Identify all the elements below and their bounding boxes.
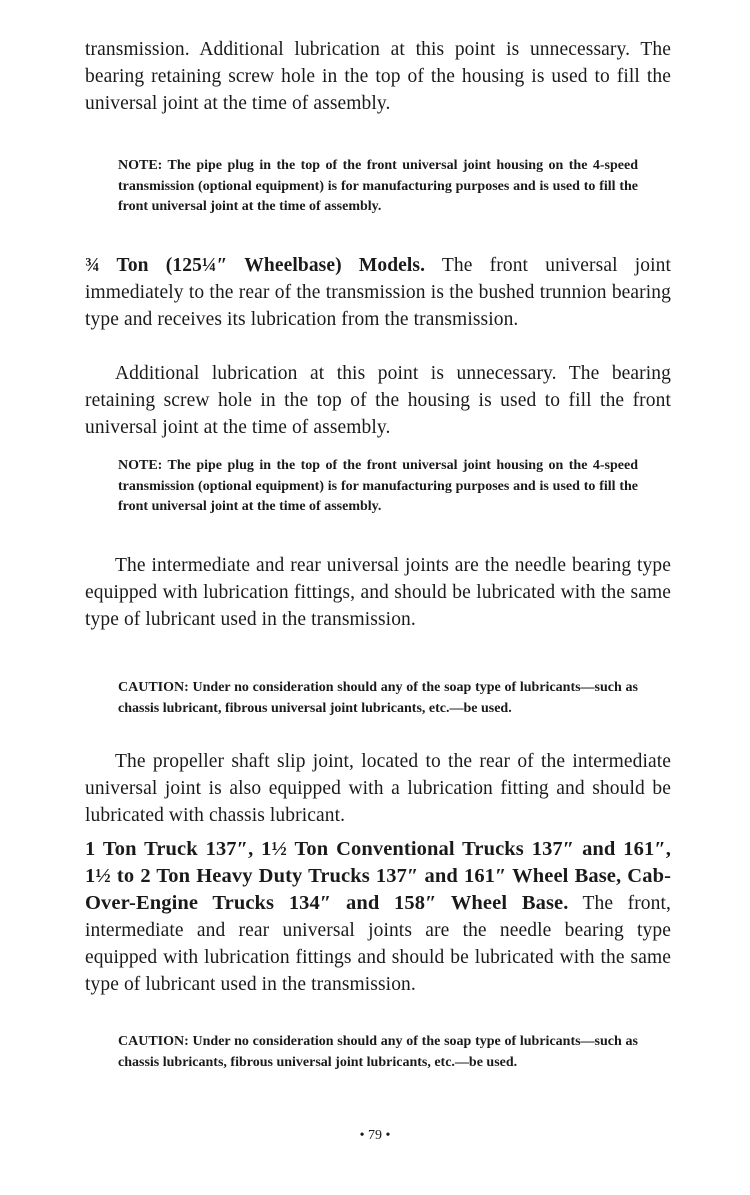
paragraph-slip-joint: The propeller shaft slip joint, located to the rear of the intermediate universal joint is also equipped with a lubrication fitting and should be lubricated with chassis lubricant. (85, 751, 671, 826)
paragraph-additional-lubrication: Additional lubrication at this point is unnecessary. The bearing retaining screw hole in the top of the housing is used to fill the front universal joint at the time of assembly. (85, 363, 671, 438)
caution-soap-lubricants-2: CAUTION: Under no consideration should any of the soap type of lubricants—such as chassis lubricants, fibrous universal joint lubricants, etc.—be used. (118, 1034, 638, 1070)
section-text: The front universal joint immediately to the rear of the transmission is the bushed trunnion bearing type and receives its lubrication from the transmission. (85, 255, 671, 330)
paragraph-intermediate-joints: The intermediate and rear universal joints are the needle bearing type equipped with lubrication fittings, and should be lubricated with the same type of lubricant used in the transmission. (85, 555, 671, 630)
note-pipe-plug-2: NOTE: The pipe plug in the top of the front universal joint housing on the 4-speed transmission (optional equipment) is for manufacturing purposes and is used to fill the front universal joint at the time of assembly. (118, 458, 638, 514)
section-one-ton-trucks (85, 836, 671, 998)
paragraph-continuation: transmission. Additional lubrication at this point is unnecessary. The bearing retaining screw hole in the top of the housing is used to fill the universal joint at the time of assembly. (85, 39, 671, 114)
section-text: The front, intermediate and rear universal joints are the needle bearing type equipped with lubrication fittings and should be lubricated with the same type of lubricant used in the transmission. (85, 893, 671, 995)
note-pipe-plug-1: NOTE: The pipe plug in the top of the front universal joint housing on the 4-speed transmission (optional equipment) is for manufacturing purposes and is used to fill the front universal joint at the time of assembly. (118, 158, 638, 214)
caution-soap-lubricants-1: CAUTION: Under no consideration should any of the soap type of lubricants—such as chassis lubricant, fibrous universal joint lubricants, etc.—be used. (118, 680, 638, 716)
section-three-quarter-ton (85, 252, 671, 333)
page-number: • 79 • (359, 1128, 391, 1143)
section-heading: ¾ Ton (125¼″ Wheelbase) Models. (85, 255, 426, 276)
section-heading: 1 Ton Truck 137″, 1½ Ton Conventional Trucks 137″ and 161″, 1½ to 2 Ton Heavy Duty Trucks 137″ and 161″ Wheel Base, Cab-Over-Engine Trucks 134″ and 158″ Wheel Base. (85, 838, 671, 914)
